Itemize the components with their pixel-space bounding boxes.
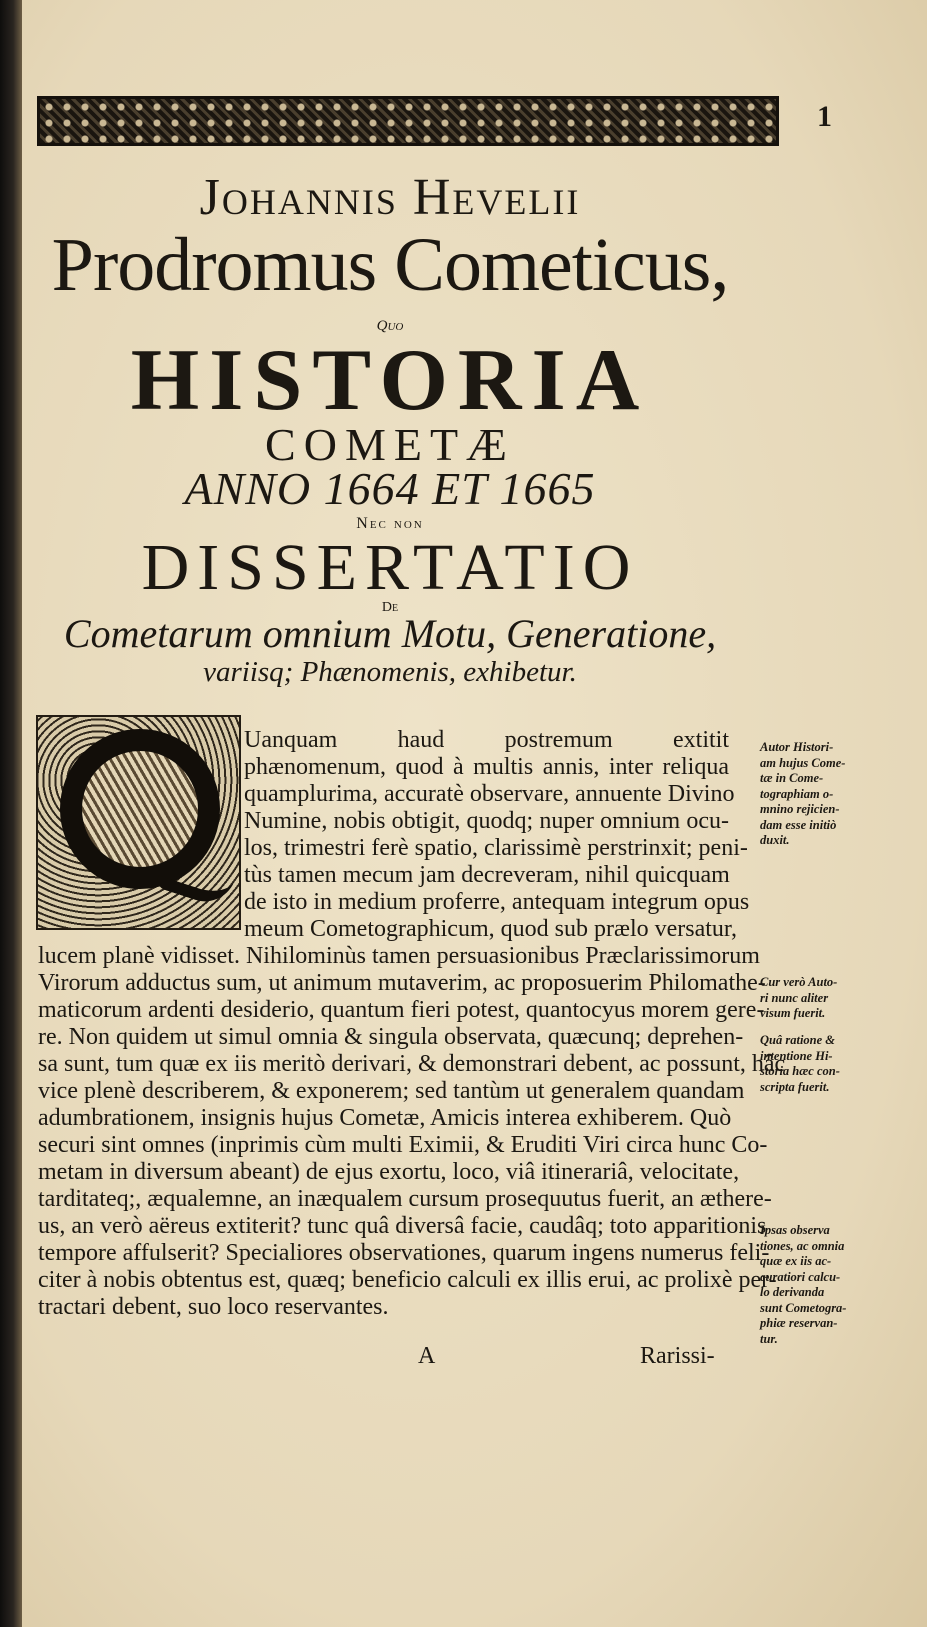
body-line: lucem planè vidisset. Nihilominùs tamen persuasionibus Præclarissimorum bbox=[38, 943, 760, 969]
margin-note bbox=[760, 740, 920, 849]
body-line: phænomenum, quod à multis annis, inter reliqua bbox=[244, 754, 729, 780]
title-work: Prodromus Cometicus, bbox=[51, 223, 729, 307]
margin-note-line: Ipsas observa bbox=[760, 1223, 830, 1237]
body-line: sa sunt, tum quæ ex iis meritò derivari, & demonstrari debent, ac possunt, hâc bbox=[38, 1051, 786, 1077]
body-line: meum Cometographicum, quod sub prælo versatur, bbox=[244, 916, 737, 942]
body-line: los, trimestri ferè spatio, clarissimè perstrinxit; peni- bbox=[244, 835, 748, 861]
margin-note bbox=[760, 1033, 920, 1095]
title-variisq: variisq; Phænomenis, exhibetur. bbox=[203, 656, 577, 688]
margin-note-line: duxit. bbox=[760, 833, 790, 847]
title-nec-non: Nec non bbox=[356, 515, 424, 532]
body-line: tractari debent, suo loco reservantes. bbox=[38, 1294, 389, 1320]
body-line: tarditateq;, æqualemne, an inæqualem cursum prosequutus fuerit, an æthere- bbox=[38, 1186, 772, 1212]
title-cometarum: Cometarum omnium Motu, Generatione, bbox=[63, 611, 717, 656]
body-line: de isto in medium proferre, antequam integrum opus bbox=[244, 889, 750, 915]
title-historia: HISTORIA bbox=[130, 332, 650, 429]
signature-mark: A bbox=[418, 1343, 436, 1369]
title-cometae: COMETÆ bbox=[265, 419, 515, 470]
margin-note-line: Quâ ratione & bbox=[760, 1033, 836, 1047]
body-line: tùs tamen mecum jam decreveram, nihil quicquam bbox=[244, 862, 730, 888]
margin-note-line: lo derivanda bbox=[760, 1285, 825, 1299]
page-number: 1 bbox=[817, 100, 832, 133]
margin-note-line: tæ in Come- bbox=[760, 771, 824, 785]
body-line: adumbrationem, insignis hujus Cometæ, Amicis interea exhiberem. Quò bbox=[38, 1105, 732, 1131]
ornamental-headpiece bbox=[37, 96, 779, 146]
margin-note-line: ri nunc aliter bbox=[760, 990, 829, 1005]
margin-note bbox=[760, 1223, 920, 1347]
body-line: us, an verò aëreus extiterit? tunc quâ diversâ facie, caudâq; toto apparitionis bbox=[38, 1213, 767, 1239]
title-dissertatio: DISSERTATIO bbox=[141, 531, 639, 604]
margin-note-line: visum fuerit. bbox=[760, 1006, 826, 1020]
title-anno: ANNO 1664 ET 1665 bbox=[184, 463, 596, 514]
catchword: Rarissi- bbox=[640, 1343, 715, 1369]
body-line: vice plenè describerem, & exponerem; sed tantùm ut generalem quandam bbox=[38, 1078, 745, 1104]
margin-note-line: sunt Cometogra- bbox=[760, 1300, 847, 1315]
body-line: securi sint omnes (inprimis cùm multi Eximii, & Eruditi Viri circa hunc Co- bbox=[38, 1132, 768, 1158]
margin-note-line: tur. bbox=[760, 1331, 778, 1346]
margin-note-line: tographiam o- bbox=[760, 786, 834, 801]
margin-note-line: scripta fuerit. bbox=[760, 1079, 830, 1094]
margin-note-line: Cur verò Auto- bbox=[760, 975, 838, 989]
margin-note-line: storia hæc con- bbox=[760, 1064, 840, 1078]
body-line: re. Non quidem ut simul omnia & singula observata, quæcunq; deprehen- bbox=[38, 1024, 744, 1050]
margin-note-line: curatiori calcu- bbox=[760, 1269, 841, 1284]
margin-note-line: am hujus Come- bbox=[760, 755, 846, 770]
body-line: Numine, nobis obtigit, quodq; nuper omnium ocu- bbox=[244, 808, 729, 834]
margin-note bbox=[760, 975, 920, 1022]
book-spine bbox=[0, 0, 22, 1627]
body-line: tempore affulserit? Specialiores observationes, quarum ingens numerus feli- bbox=[38, 1240, 770, 1266]
body-line: maticorum ardenti desiderio, quantum fieri potest, quantocyus morem gere- bbox=[38, 997, 765, 1023]
margin-note-line: tiones, ac omnia bbox=[760, 1238, 845, 1253]
body-line: Uanquam haud postremum extitit bbox=[244, 727, 729, 753]
title-de: De bbox=[381, 600, 399, 615]
decorated-initial-q bbox=[36, 715, 241, 930]
body-line: citer à nobis obtentus est, quæq; beneficio calculi ex illis erui, ac prolixè per- bbox=[38, 1267, 777, 1293]
body-line: Virorum adductus sum, ut animum mutaverim, ac proposuerim Philomathe- bbox=[38, 970, 766, 996]
margin-note-line: mnino rejicien- bbox=[760, 802, 840, 816]
margin-note-line: Autor Histori- bbox=[760, 740, 834, 754]
margin-note-line: phiæ reservan- bbox=[760, 1316, 838, 1330]
margin-note-line: quæ ex iis ac- bbox=[760, 1254, 832, 1268]
margin-note-line: dam esse initiò bbox=[760, 817, 837, 832]
title-quo: Quo bbox=[376, 318, 404, 334]
initial-q-bowl bbox=[60, 729, 220, 889]
body-line: metam in diversum abeant) de ejus exortu, loco, viâ itinerariâ, velocitate, bbox=[38, 1159, 740, 1185]
body-line: quamplurima, accuratè observare, annuente Divino bbox=[244, 781, 735, 807]
margin-note-line: intentione Hi- bbox=[760, 1048, 833, 1063]
title-author: Johannis Hevelii bbox=[199, 169, 581, 226]
